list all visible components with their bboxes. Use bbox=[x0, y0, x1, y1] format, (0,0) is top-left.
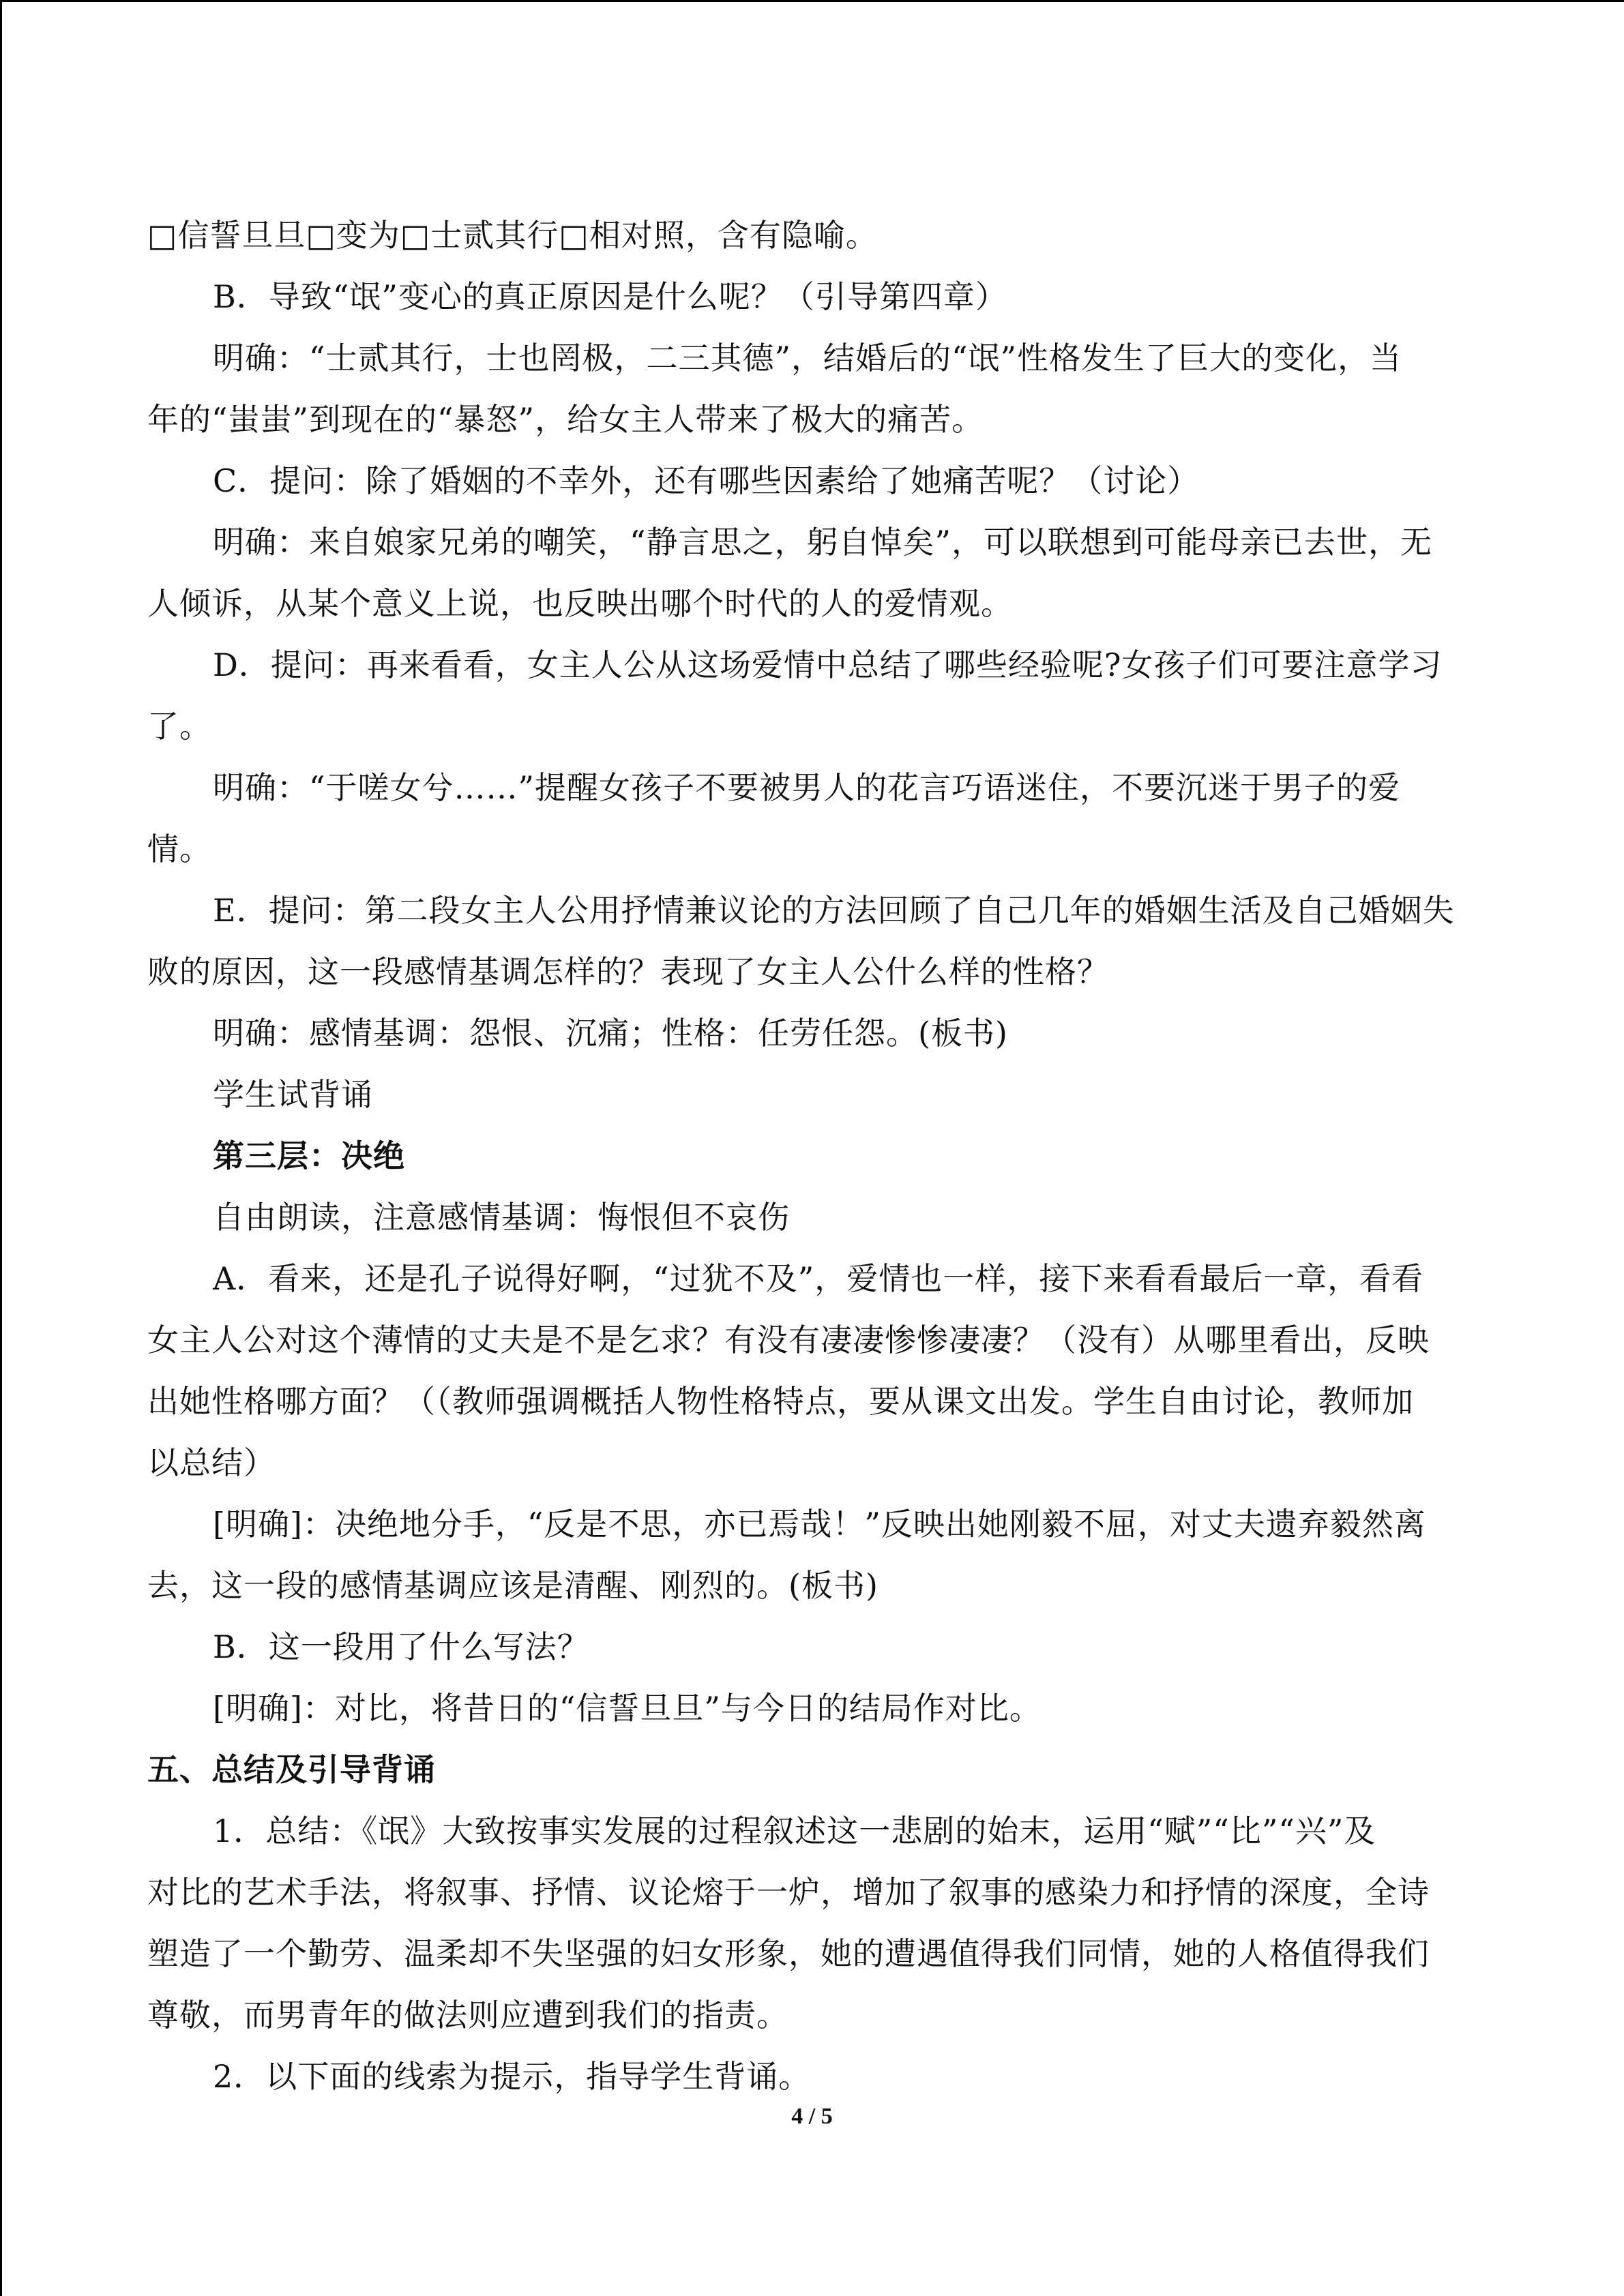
paragraph-line: 出她性格哪方面？（（教师强调概括人物性格特点，要从课文出发。学生自由讨论，教师加 bbox=[147, 1383, 1414, 1420]
summary-line: 尊敬，而男青年的做法则应遭到我们的指责。 bbox=[147, 1997, 788, 2033]
activity-line: 自由朗读，注意感情基调：悔恨但不哀伤 bbox=[213, 1199, 790, 1236]
question-b: B．这一段用了什么写法？ bbox=[213, 1628, 589, 1665]
question-b: B．导致“氓”变心的真正原因是什么呢？（引导第四章） bbox=[213, 278, 1007, 315]
answer-line: 明确：来自娘家兄弟的嘲笑，“静言思之，躬自悼矣”，可以联想到可能母亲已去世，无 bbox=[213, 524, 1433, 561]
instruction-line: 2．以下面的线索为提示，指导学生背诵。 bbox=[213, 2058, 811, 2095]
answer-line: 明确：“士贰其行，士也罔极，二三其德”，结婚后的“氓”性格发生了巨大的变化，当 bbox=[213, 340, 1402, 376]
summary-line: 塑造了一个勤劳、温柔却不失坚强的妇女形象，她的遭遇值得我们同情，她的人格值得我们 bbox=[147, 1935, 1430, 1972]
answer-line: 人倾诉，从某个意义上说，也反映出哪个时代的人的爱情观。 bbox=[147, 585, 1013, 622]
paragraph-line: 以总结） bbox=[147, 1444, 276, 1481]
question-a: A．看来，还是孔子说得好啊，“过犹不及”，爱情也一样，接下来看看最后一章，看看 bbox=[213, 1260, 1424, 1297]
paragraph-line: 了。 bbox=[147, 708, 211, 745]
section-subheading: 第三层：决绝 bbox=[213, 1137, 405, 1174]
activity-line: 学生试背诵 bbox=[213, 1076, 373, 1113]
answer-line: 明确：感情基调：怨恨、沉痛；性格：任劳任怨。(板书) bbox=[213, 1015, 1008, 1052]
document-body bbox=[147, 205, 1479, 2107]
answer-line: 情。 bbox=[147, 831, 211, 867]
answer-line: [明确]：对比，将昔日的“信誓旦旦”与今日的结局作对比。 bbox=[213, 1690, 1042, 1727]
question-e: E．提问：第二段女主人公用抒情兼议论的方法回顾了自己几年的婚姻生活及自己婚姻失 bbox=[213, 892, 1455, 929]
answer-line: 年的“蚩蚩”到现在的“暴怒”，给女主人带来了极大的痛苦。 bbox=[147, 401, 984, 438]
question-c: C．提问：除了婚姻的不幸外，还有哪些因素给了她痛苦呢？（讨论） bbox=[213, 462, 1200, 499]
answer-line: 明确：“于嗟女兮……”提醒女孩子不要被男人的花言巧语迷住，不要沉迷于男子的爱 bbox=[213, 769, 1401, 806]
section-heading: 五、总结及引导背诵 bbox=[147, 1751, 436, 1788]
answer-line: 去，这一段的感情基调应该是清醒、刚烈的。(板书) bbox=[147, 1567, 879, 1604]
summary-line: 对比的艺术手法，将叙事、抒情、议论熔于一炉，增加了叙事的感染力和抒情的深度，全诗 bbox=[147, 1874, 1430, 1911]
page-number: 4 / 5 bbox=[791, 2104, 833, 2129]
question-d: D．提问：再来看看，女主人公从这场爱情中总结了哪些经验呢?女孩子们可要注意学习 bbox=[213, 646, 1443, 683]
answer-line: [明确]：决绝地分手，“反是不思，亦已焉哉！”反映出她刚毅不屈，对丈夫遗弃毅然离 bbox=[213, 1506, 1426, 1542]
paragraph-line: 败的原因，这一段感情基调怎样的？表现了女主人公什么样的性格？ bbox=[147, 953, 1109, 990]
summary-line: 1．总结：《氓》大致按事实发展的过程叙述这一悲剧的始末，运用“赋”“比”“兴”及 bbox=[213, 1813, 1376, 1849]
paragraph-line: □信誓旦旦□变为□士贰其行□相对照，含有隐喻。 bbox=[147, 217, 878, 254]
paragraph-line: 女主人公对这个薄情的丈夫是不是乞求？有没有凄凄惨惨凄凄？（没有）从哪里看出，反映 bbox=[147, 1322, 1430, 1358]
